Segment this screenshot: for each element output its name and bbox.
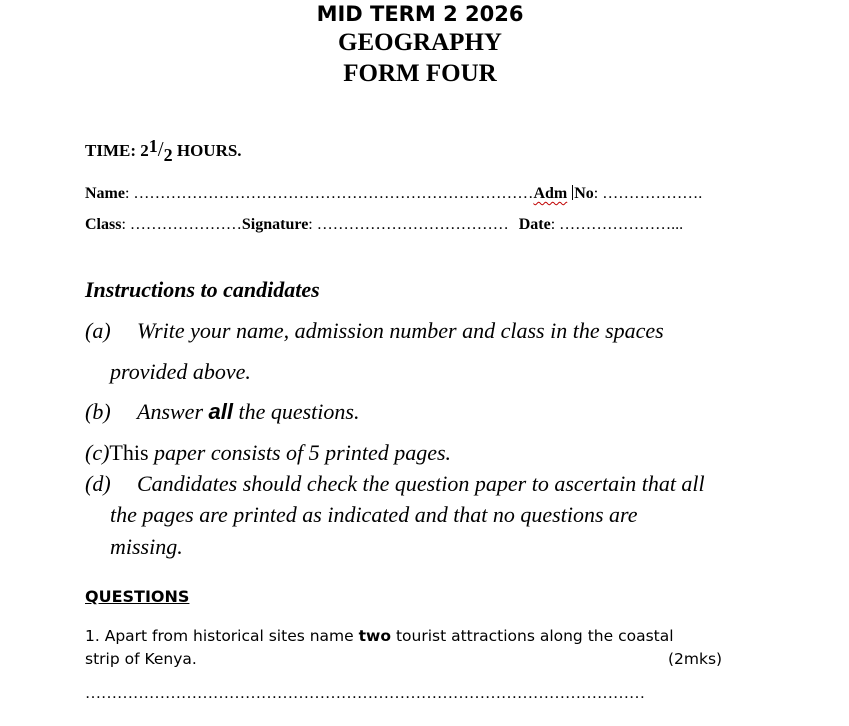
time-label: TIME: 2: [85, 141, 149, 160]
instruction-b-label: (b): [85, 399, 111, 424]
question-1-marks: (2mks): [668, 650, 723, 668]
question-1-bold: two: [358, 627, 392, 645]
adm-label-b: No: [574, 185, 594, 202]
question-1: [85, 627, 674, 645]
time-allowed: [85, 136, 242, 165]
questions-heading: QUESTIONS: [85, 587, 190, 606]
instructions-heading: Instructions to candidates: [85, 277, 320, 302]
question-1-pre: 1. Apart from historical sites name: [85, 627, 359, 645]
instruction-d-label: (d): [85, 471, 111, 496]
time-fraction-slash: /: [157, 137, 164, 161]
question-1-post: tourist attractions along the coastal: [391, 627, 674, 645]
signature-label: Signature: [241, 216, 309, 233]
date-field[interactable]: : …………………...: [550, 216, 684, 233]
instruction-d-cont2: missing.: [110, 534, 183, 559]
form-title: FORM FOUR: [343, 60, 497, 87]
question-1-cont: strip of Kenya.: [85, 650, 197, 668]
time-fraction-denominator: 2: [163, 145, 173, 165]
instruction-d-cont1: the pages are printed as indicated and that no questions are: [110, 502, 638, 527]
answer-line[interactable]: ……………………………………………………………………………………………: [85, 685, 645, 702]
class-label: Class: [85, 216, 122, 233]
instruction-d-text: Candidates should check the question paper to ascertain that all: [137, 471, 705, 496]
time-fraction-numerator: 1: [148, 136, 158, 156]
name-adm-row: [85, 185, 702, 203]
name-field[interactable]: : …………………………………………………………………: [124, 185, 534, 202]
instruction-a-text: Write your name, admission number and class in the spaces: [137, 318, 664, 343]
instruction-b-pre: Answer: [137, 399, 209, 424]
subject-title: GEOGRAPHY: [338, 29, 502, 56]
instruction-b: [85, 399, 359, 425]
instruction-c-text: paper consists of 5 printed pages.: [148, 440, 452, 465]
name-label: Name: [85, 185, 125, 202]
instruction-b-bold: all: [208, 399, 233, 424]
instruction-a-label: (a): [85, 318, 111, 343]
adm-label: [533, 185, 593, 202]
adm-field[interactable]: : ……………….: [593, 185, 703, 202]
adm-label-a: Adm: [533, 185, 568, 202]
instruction-c-upright: This: [109, 440, 149, 465]
instruction-d: [85, 471, 705, 497]
instruction-c-label: (c): [85, 440, 110, 465]
instruction-a-cont: provided above.: [110, 359, 251, 384]
instruction-c: [85, 440, 451, 466]
signature-field[interactable]: : ………………………………: [308, 216, 509, 233]
instruction-a: [85, 318, 664, 344]
class-signature-date-row: [85, 216, 683, 234]
class-field[interactable]: : …………………: [121, 216, 242, 233]
instruction-b-post: the questions.: [232, 399, 360, 424]
exam-title: MID TERM 2 2026: [316, 2, 524, 26]
time-unit: HOURS.: [172, 141, 242, 160]
date-label: Date: [518, 216, 551, 233]
